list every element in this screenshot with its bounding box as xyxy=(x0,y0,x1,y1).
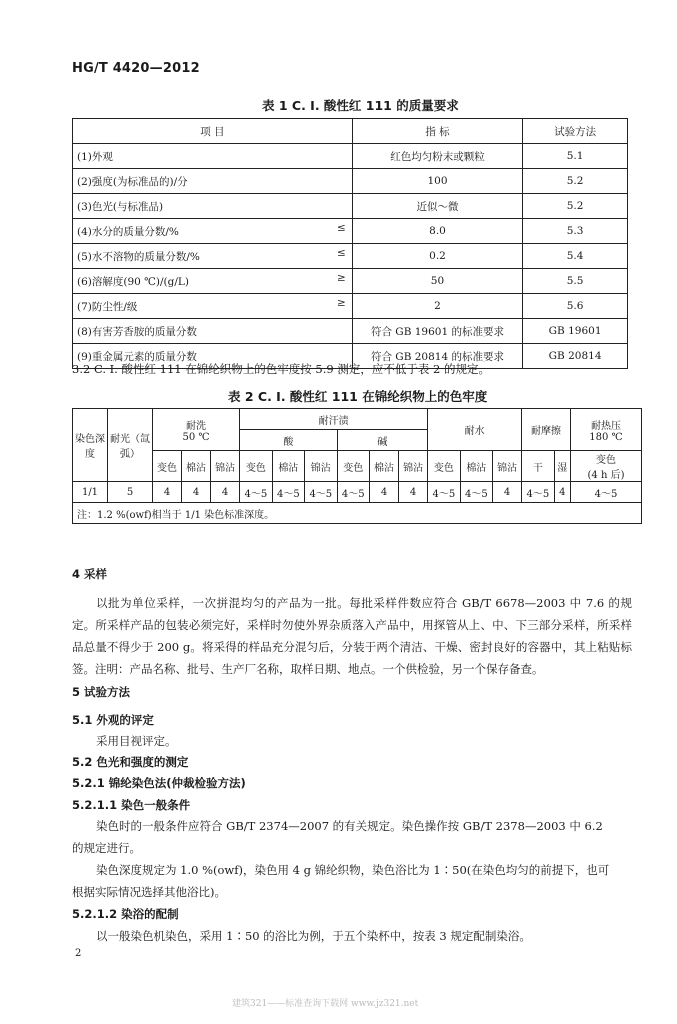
rating-cell: 4～5 xyxy=(428,482,460,503)
table1-quality-requirements xyxy=(72,118,628,369)
value-cell: 100 xyxy=(352,169,522,194)
comparison-symbol: ≤ xyxy=(336,222,346,234)
paragraph-3-2: 3.2 C. I. 酸性红 111 在锦纶织物上的色牢度按 5.9 测定，应不低于表 2 的规定。 xyxy=(72,362,490,376)
sub-nylon: 锦沾 xyxy=(305,451,337,482)
value-cell: 8.0 xyxy=(352,219,522,244)
value-cell: 红色均匀粉末或颗粒 xyxy=(352,144,522,169)
sub-cotton: 棉沾 xyxy=(182,451,211,482)
value-cell: 50 xyxy=(352,269,522,294)
table-header-cell: 试验方法 xyxy=(523,119,628,144)
sub-dry: 干 xyxy=(522,451,554,482)
section-5-2-1-title: 5.2.1 锦纶染色法(仲裁检验方法) xyxy=(72,776,246,790)
section-5-2-1-1-body: 染色深度规定为 1.0 %(owf)，染色用 4 g 锦纶织物，染色浴比为 1∶50(在染色均匀的前提下，也可 xyxy=(96,863,610,877)
method-cell: 5.5 xyxy=(523,269,628,294)
table-subheader-row xyxy=(73,451,642,482)
section-5-2-1-1-body: 的规定进行。 xyxy=(72,841,141,855)
page-number: 2 xyxy=(75,948,82,959)
method-cell: GB 19601 xyxy=(523,319,628,344)
standard-code: HG/T 4420—2012 xyxy=(72,61,200,76)
rating-cell: 4 xyxy=(211,482,240,503)
rating-cell: 4～5 xyxy=(337,482,369,503)
method-cell: 5.1 xyxy=(523,144,628,169)
header-heat: 耐热压 180 ℃ xyxy=(571,409,642,451)
item-label: (7)防尘性/级 xyxy=(77,300,138,313)
item-cell xyxy=(73,269,353,294)
section-5-1-title: 5.1 外观的评定 xyxy=(72,713,154,727)
item-cell xyxy=(73,169,353,194)
method-cell: 5.2 xyxy=(523,169,628,194)
table-header-row xyxy=(73,119,628,144)
sub-cotton: 棉沾 xyxy=(460,451,492,482)
table-row xyxy=(73,294,628,319)
rating-cell: 4～5 xyxy=(240,482,272,503)
table-row xyxy=(73,482,642,503)
item-label: (2)强度(为标准品的)/分 xyxy=(77,175,188,188)
method-cell: 5.4 xyxy=(523,244,628,269)
watermark: 建筑321——标准查询下载网 www.jz321.net xyxy=(232,999,419,1009)
rating-cell: 4 xyxy=(182,482,211,503)
sub-cotton: 棉沾 xyxy=(272,451,304,482)
item-label: (6)溶解度(90 ℃)/(g/L) xyxy=(77,275,189,288)
value-cell: 符合 GB 19601 的标准要求 xyxy=(352,319,522,344)
header-rub: 耐摩擦 xyxy=(522,409,571,451)
section-5-2-1-1-body: 根据实际情况选择其他浴比)。 xyxy=(72,885,226,899)
item-label: (1)外观 xyxy=(77,150,113,163)
item-label: (9)重金属元素的质量分数 xyxy=(77,350,197,363)
section-5-2-1-1-title: 5.2.1.1 染色一般条件 xyxy=(72,798,191,812)
value-cell: 0.2 xyxy=(352,244,522,269)
comparison-symbol: ≤ xyxy=(336,247,346,259)
table-row xyxy=(73,219,628,244)
section-5-2-1-2-body: 以一般染色机染色，采用 1∶50 的浴比为例，于五个染杯中，按表 3 规定配制染浴。 xyxy=(96,929,531,943)
item-label: (4)水分的质量分数/% xyxy=(77,225,179,238)
sub-cotton: 棉沾 xyxy=(370,451,399,482)
table-row xyxy=(73,319,628,344)
item-cell xyxy=(73,219,353,244)
header-alkali: 碱 xyxy=(337,430,428,451)
method-cell: 5.2 xyxy=(523,194,628,219)
item-cell xyxy=(73,294,353,319)
table-row xyxy=(73,169,628,194)
item-cell xyxy=(73,144,353,169)
header-light: 耐光（氙弧） xyxy=(108,409,153,482)
rating-cell: 4～5 xyxy=(272,482,304,503)
rating-cell: 1/1 xyxy=(73,482,108,503)
rating-cell: 4 xyxy=(554,482,570,503)
item-label: (5)水不溶物的质量分数/% xyxy=(77,250,200,263)
header-wash: 耐洗 50 ℃ xyxy=(153,409,240,451)
table-row xyxy=(73,269,628,294)
item-label: (3)色光(与标准品) xyxy=(77,200,164,213)
table-row xyxy=(73,144,628,169)
rating-cell: 4～5 xyxy=(522,482,554,503)
rating-cell: 4 xyxy=(493,482,522,503)
section-5-title: 5 试验方法 xyxy=(72,685,131,699)
rating-cell: 5 xyxy=(108,482,153,503)
rating-cell: 4～5 xyxy=(571,482,642,503)
table-header-cell: 指 标 xyxy=(352,119,522,144)
method-cell: GB 20814 xyxy=(523,344,628,369)
table2-caption: 表 2 C. I. 酸性红 111 在锦纶织物上的色牢度 xyxy=(228,389,488,404)
table1-caption: 表 1 C. I. 酸性红 111 的质量要求 xyxy=(262,98,459,113)
sub-wet: 湿 xyxy=(554,451,570,482)
sub-nylon: 锦沾 xyxy=(399,451,428,482)
value-cell: 2 xyxy=(352,294,522,319)
sub-change: 变色 xyxy=(337,451,369,482)
section-5-2-1-1-body: 染色时的一般条件应符合 GB/T 2374—2007 的有关规定。染色操作按 GB/T 2378—2003 中 6.2 xyxy=(96,819,603,833)
table2-note: 注：1.2 %(owf)相当于 1/1 染色标准深度。 xyxy=(73,503,642,524)
table-header-row xyxy=(73,409,642,430)
section-5-2-title: 5.2 色光和强度的测定 xyxy=(72,755,189,769)
comparison-symbol: ≥ xyxy=(336,272,346,284)
section-4-title: 4 采样 xyxy=(72,567,108,581)
table-row xyxy=(73,194,628,219)
comparison-symbol: ≥ xyxy=(336,297,346,309)
rating-cell: 4 xyxy=(399,482,428,503)
table-row xyxy=(73,244,628,269)
table-header-cell: 项 目 xyxy=(73,119,353,144)
header-water: 耐水 xyxy=(428,409,522,451)
item-label: (8)有害芳香胺的质量分数 xyxy=(77,325,197,338)
sub-nylon: 锦沾 xyxy=(211,451,240,482)
sub-nylon: 锦沾 xyxy=(493,451,522,482)
section-5-1-body: 采用目视评定。 xyxy=(96,734,177,748)
rating-cell: 4～5 xyxy=(460,482,492,503)
item-cell xyxy=(73,319,353,344)
section-4-body: 以批为单位采样，一次拼混均匀的产品为一批。每批采样件数应符合 GB/T 6678—2003 中 7.6 的规定。所采样产品的包装必须完好，采样时勿使外界杂质落入产品中，用探管从上、中、下三部分采样，所采样品总量不得少于 200 g。将采得的样品充分混匀后，分装于两个清洁、干燥、密封良好的容器中，其上粘贴标签。注明：产品名称、批号、生产厂名称，取样日期、地点。一个供检验，另一个保存备查。 xyxy=(72,596,632,676)
header-sweat: 耐汗渍 xyxy=(240,409,428,430)
table2-color-fastness xyxy=(72,408,642,524)
item-cell xyxy=(73,194,353,219)
rating-cell: 4～5 xyxy=(305,482,337,503)
method-cell: 5.3 xyxy=(523,219,628,244)
sub-change: 变色 xyxy=(240,451,272,482)
item-cell xyxy=(73,244,353,269)
rating-cell: 4 xyxy=(370,482,399,503)
sub-change: 变色 xyxy=(153,451,182,482)
header-acid: 酸 xyxy=(240,430,337,451)
method-cell: 5.6 xyxy=(523,294,628,319)
section-5-2-1-2-title: 5.2.1.2 染浴的配制 xyxy=(72,907,179,921)
header-depth: 染色深度 xyxy=(73,409,108,482)
value-cell: 符合 GB 20814 的标准要求 xyxy=(352,344,522,369)
rating-cell: 4 xyxy=(153,482,182,503)
value-cell: 近似～微 xyxy=(352,194,522,219)
table-note-row xyxy=(73,503,642,524)
sub-heat-change: 变色 (4 h 后) xyxy=(571,451,642,482)
sub-change: 变色 xyxy=(428,451,460,482)
